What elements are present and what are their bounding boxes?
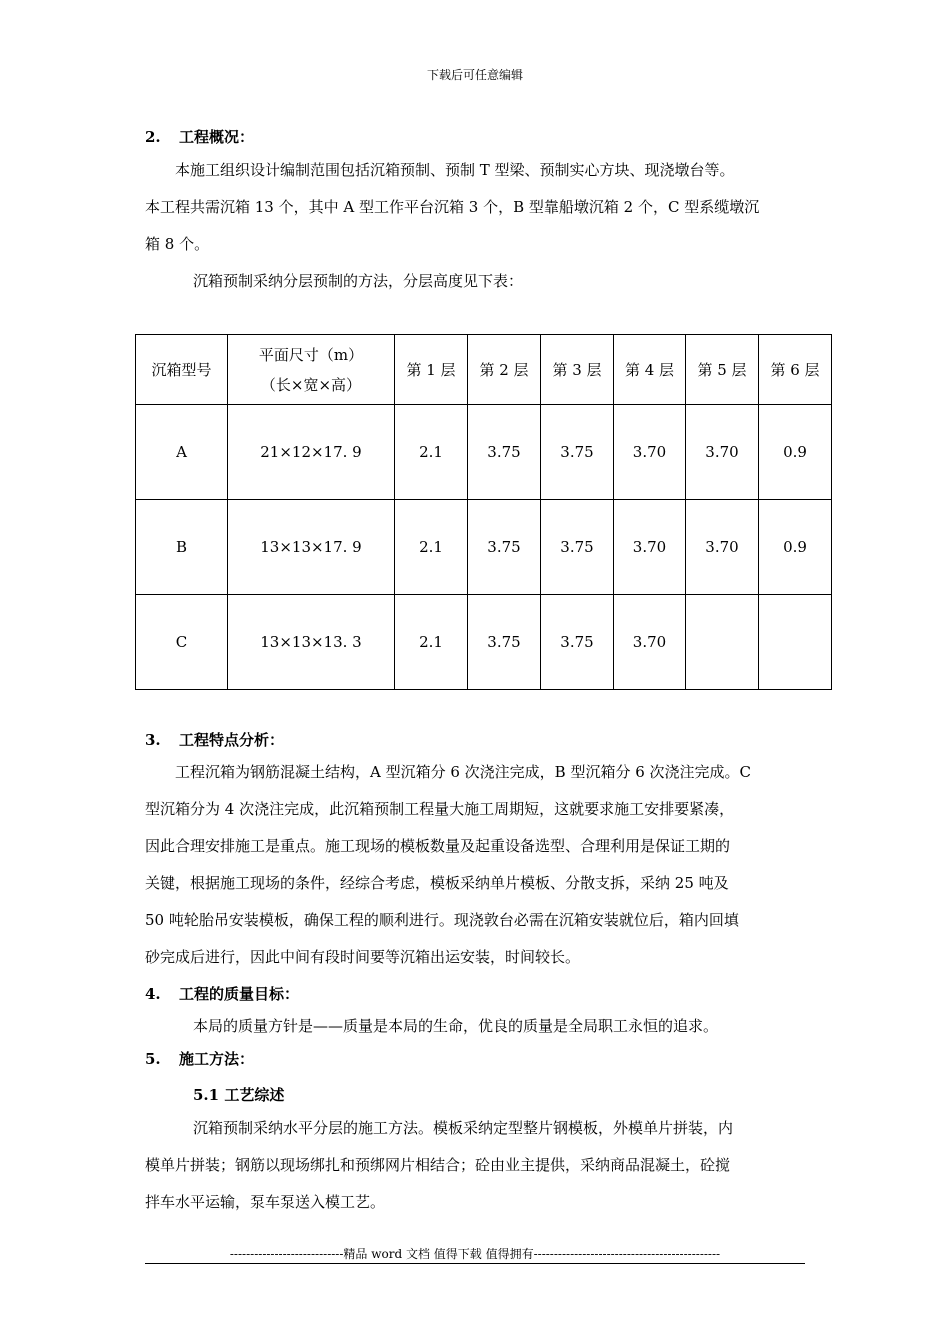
table-cell: 13×13×13. 3	[228, 595, 395, 690]
table-cell: 3.75	[541, 405, 614, 500]
table-cell: 3.70	[614, 595, 686, 690]
header-cell: 第 1 层	[395, 335, 468, 405]
table-cell: 0.9	[759, 405, 832, 500]
table-header-row	[136, 335, 832, 405]
text-line: 因此合理安排施工是重点。施工现场的模板数量及起重设备选型、合理利用是保证工期的	[145, 837, 731, 855]
header-cell	[228, 335, 395, 405]
footer-rule	[145, 1263, 805, 1264]
table-row	[136, 595, 832, 690]
table-cell: 2.1	[395, 595, 468, 690]
section-2-title: 工程概况：	[179, 128, 255, 146]
table-cell	[686, 595, 759, 690]
table-cell: 3.75	[468, 595, 541, 690]
section-2-number: 2.	[145, 128, 161, 146]
text-line: 拌车水平运输，泵车泵送入模工艺。	[145, 1193, 386, 1211]
section-5-heading	[145, 1048, 254, 1069]
table-cell: 3.70	[614, 500, 686, 595]
table-cell: 3.70	[686, 405, 759, 500]
section-3-number: 3.	[145, 731, 161, 749]
text-line: 50 吨轮胎吊安装模板，确保工程的顺利进行。现浇敦台必需在沉箱安装就位后，箱内回填	[145, 911, 739, 929]
text-line: 关键，根据施工现场的条件，经综合考虑，模板采纳单片模板、分散支拆，采纳 25 吨及	[145, 874, 729, 892]
table-row	[136, 405, 832, 500]
text-line: 模单片拼装；钢筋以现场绑扎和预绑网片相结合；砼由业主提供，采纳商品混凝土，砼搅	[145, 1156, 731, 1174]
text-line: 砂完成后进行，因此中间有段时间要等沉箱出运安装，时间较长。	[145, 948, 581, 966]
section-2-paragraph-2: 沉箱预制采纳分层预制的方法，分层高度见下表：	[193, 272, 524, 290]
text-line: 箱 8 个。	[145, 235, 210, 253]
text-line: 工程沉箱为钢筋混凝土结构，A 型沉箱分 6 次浇注完成，B 型沉箱分 6 次浇注完成。C	[175, 763, 752, 781]
section-3-paragraph	[0, 754, 751, 976]
table-cell: 3.75	[541, 500, 614, 595]
section-4-title: 工程的质量目标：	[179, 985, 300, 1003]
header-cell: 第 2 层	[468, 335, 541, 405]
table-cell: 13×13×17. 9	[228, 500, 395, 595]
header-cell-line: （长×宽×高）	[260, 375, 362, 394]
section-3-heading	[145, 729, 284, 750]
header-cell-line: 平面尺寸（m）	[258, 345, 364, 364]
table-cell: 21×12×17. 9	[228, 405, 395, 500]
table-cell: 2.1	[395, 405, 468, 500]
page-header: 下载后可任意编辑	[426, 68, 523, 82]
table-row	[136, 500, 832, 595]
section-2-heading	[145, 126, 254, 147]
section-5-number: 5.	[145, 1050, 161, 1068]
subsection-5-1-heading: 5.1 工艺综述	[193, 1086, 285, 1104]
table-cell: C	[136, 595, 228, 690]
header-cell: 第 4 层	[614, 335, 686, 405]
section-5-title: 施工方法：	[179, 1050, 255, 1068]
caisson-layer-table	[135, 334, 832, 690]
header-cell: 沉箱型号	[136, 335, 228, 405]
table-cell: 0.9	[759, 500, 832, 595]
header-cell: 第 3 层	[541, 335, 614, 405]
section-2-paragraph-1	[0, 152, 759, 263]
table-cell	[759, 595, 832, 690]
header-cell: 第 6 层	[759, 335, 832, 405]
table-cell: 3.75	[468, 405, 541, 500]
text-line: 本工程共需沉箱 13 个，其中 A 型工作平台沉箱 3 个，B 型靠船墩沉箱 2 个，C 型系缆墩沉	[145, 198, 760, 216]
table-cell: 3.75	[541, 595, 614, 690]
text-line: 沉箱预制采纳水平分层的施工方法。模板采纳定型整片钢模板，外模单片拼装，内	[193, 1119, 734, 1137]
table-cell: 3.70	[686, 500, 759, 595]
section-4-number: 4.	[145, 985, 161, 1003]
page-footer: ----------------------------精品 word 文档 值得下载 值得拥有----------------------------------------------	[229, 1247, 721, 1261]
section-4-paragraph: 本局的质量方针是——质量是本局的生命，优良的质量是全局职工永恒的追求。	[193, 1017, 719, 1035]
section-4-heading	[145, 983, 299, 1004]
section-3-title: 工程特点分析：	[179, 731, 285, 749]
table-cell: 3.75	[468, 500, 541, 595]
table-cell: B	[136, 500, 228, 595]
table-cell: 2.1	[395, 500, 468, 595]
table-cell: 3.70	[614, 405, 686, 500]
text-line: 本施工组织设计编制范围包括沉箱预制、预制 T 型梁、预制实心方块、现浇墩台等。	[175, 161, 735, 179]
text-line: 型沉箱分为 4 次浇注完成，此沉箱预制工程量大施工周期短，这就要求施工安排要紧凑，	[145, 800, 735, 818]
header-cell: 第 5 层	[686, 335, 759, 405]
section-5-paragraph	[0, 1110, 733, 1221]
table-cell: A	[136, 405, 228, 500]
